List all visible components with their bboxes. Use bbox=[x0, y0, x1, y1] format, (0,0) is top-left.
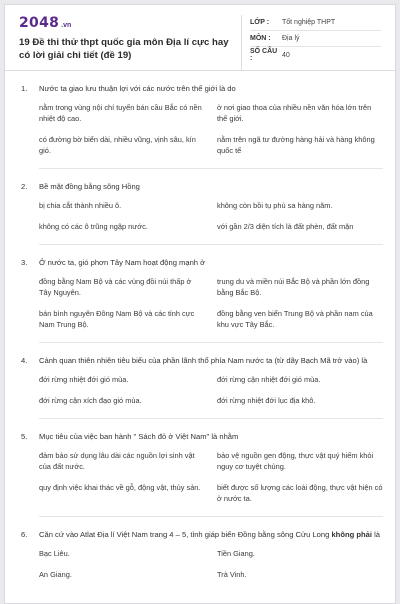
answer-option[interactable]: đới rừng cận xích đạo gió mùa. bbox=[39, 396, 142, 405]
question-head bbox=[17, 355, 383, 366]
answer-option[interactable]: đồng bằng Nam Bộ và các vùng đồi núi thấp ở Tây Nguyên. bbox=[39, 277, 192, 297]
question-number: 6. bbox=[21, 530, 28, 539]
answer-option[interactable]: nằm trên ngã tư đường hàng hải và hàng không quốc tế bbox=[217, 135, 375, 155]
answer-grid bbox=[17, 548, 383, 580]
answer-option[interactable]: có đường bờ biển dài, nhiều vũng, vịnh sâu, kín gió. bbox=[39, 135, 196, 155]
answer-option[interactable]: đới rừng nhiệt đới gió mùa. bbox=[39, 375, 129, 384]
document-header bbox=[5, 5, 395, 71]
meta-label: MÔN : bbox=[250, 35, 271, 42]
question-text: Cảnh quan thiên nhiên tiêu biểu của phần lãnh thổ phía Nam nước ta (từ dãy Bạch Mã trở vào) là bbox=[39, 356, 368, 365]
question-head bbox=[17, 431, 383, 442]
answer-grid bbox=[17, 102, 383, 156]
meta-value: Tốt nghiệp THPT bbox=[282, 19, 336, 26]
question-number: 4. bbox=[21, 356, 28, 365]
answer-option[interactable]: Bạc Liêu. bbox=[39, 549, 70, 558]
meta-row-count bbox=[250, 47, 381, 63]
question-head bbox=[17, 529, 383, 540]
meta-value: Địa lý bbox=[282, 35, 300, 42]
answer-option[interactable]: quy định việc khai thác về gỗ, động vật, thủy sản. bbox=[39, 483, 201, 492]
question-head bbox=[17, 257, 383, 268]
divider bbox=[39, 516, 383, 517]
site-logo[interactable] bbox=[19, 15, 231, 35]
question-head bbox=[17, 181, 383, 192]
question-text-part: Căn cứ vào Atlat Địa lí Việt Nam trang 4 – 5, tỉnh giáp biển Đồng bằng sông Cửu Long bbox=[39, 530, 332, 539]
divider bbox=[39, 244, 383, 245]
question-4 bbox=[17, 355, 383, 406]
question-5 bbox=[17, 431, 383, 504]
question-text: Bề mặt đồng bằng sông Hồng bbox=[39, 182, 140, 191]
answer-grid bbox=[17, 374, 383, 406]
question-3 bbox=[17, 257, 383, 330]
answer-option[interactable]: đới rừng nhiệt đới lục địa khô. bbox=[217, 396, 316, 405]
meta-label: LỚP : bbox=[250, 19, 270, 26]
answer-option[interactable]: bán bình nguyên Đông Nam Bộ và các tỉnh cực Nam Trung Bộ. bbox=[39, 309, 195, 329]
answer-option[interactable]: bị chia cắt thành nhiều ô. bbox=[39, 201, 122, 210]
answer-option[interactable]: không còn bồi tụ phù sa hàng năm. bbox=[217, 201, 333, 210]
answer-option[interactable]: đảm bảo sử dụng lâu dài các nguồn lợi sinh vật của đất nước. bbox=[39, 451, 195, 471]
logo-sub-text: .vn bbox=[61, 22, 72, 29]
divider bbox=[39, 418, 383, 419]
answer-option[interactable]: đồng bằng ven biển Trung Bộ và phần nam của khu vực Tây Bắc. bbox=[217, 309, 373, 329]
answer-option[interactable]: An Giang. bbox=[39, 570, 72, 579]
answer-option[interactable]: ở nơi giao thoa của nhiều nền văn hóa lớn trên thế giới. bbox=[217, 103, 372, 123]
question-text-part: là bbox=[371, 530, 380, 539]
answer-option[interactable]: Trà Vinh. bbox=[217, 570, 247, 579]
question-text: Mục tiêu của việc ban hành " Sách đỏ ở Việt Nam" là nhằm bbox=[39, 432, 239, 441]
answer-option[interactable]: trung du và miền núi Bắc Bộ và phần lớn đồng bằng Bắc Bộ. bbox=[217, 277, 370, 297]
divider bbox=[39, 342, 383, 343]
question-text bbox=[39, 529, 383, 540]
question-number: 1. bbox=[21, 84, 28, 93]
question-6 bbox=[17, 529, 383, 580]
answer-option[interactable]: biết được số lượng các loài động, thực vật hiện có ở nước ta. bbox=[217, 483, 383, 503]
question-text-emphasis: không phải bbox=[331, 530, 372, 539]
document-sheet bbox=[4, 4, 396, 604]
answer-option[interactable]: bảo vệ nguồn gen động, thực vật quý hiếm khỏi nguy cơ tuyệt chủng. bbox=[217, 451, 374, 471]
logo-main-text: 2048 bbox=[19, 15, 60, 31]
answer-option[interactable]: với gần 2/3 diện tích là đất phèn, đất mặn bbox=[217, 222, 354, 231]
question-number: 3. bbox=[21, 258, 28, 267]
answer-option[interactable]: Tiền Giang. bbox=[217, 549, 255, 558]
question-text: Nước ta giao lưu thuận lợi với các nước trên thế giới là do bbox=[39, 84, 236, 93]
document-title: 19 Đề thi thử thpt quốc gia môn Địa lí cực hay có lời giải chi tiết (đề 19) bbox=[19, 37, 229, 61]
header-left bbox=[19, 15, 241, 70]
question-1 bbox=[17, 83, 383, 156]
question-list bbox=[5, 71, 395, 580]
meta-value: 40 bbox=[282, 51, 290, 59]
answer-option[interactable]: nằm trong vùng nội chí tuyến bán cầu Bắc có nền nhiệt độ cao. bbox=[39, 103, 202, 123]
meta-row-subject bbox=[250, 31, 381, 47]
meta-label: SỐ CÂU : bbox=[250, 48, 278, 62]
question-head bbox=[17, 83, 383, 94]
question-number: 2. bbox=[21, 182, 28, 191]
meta-row-class bbox=[250, 15, 381, 31]
answer-grid bbox=[17, 276, 383, 330]
meta-table bbox=[241, 15, 381, 70]
answer-option[interactable]: không có các ô trũng ngập nước. bbox=[39, 222, 148, 231]
answer-option[interactable]: đới rừng cận nhiệt đới gió mùa. bbox=[217, 375, 321, 384]
answer-grid bbox=[17, 450, 383, 504]
answer-grid bbox=[17, 200, 383, 232]
question-2 bbox=[17, 181, 383, 232]
divider bbox=[39, 168, 383, 169]
question-number: 5. bbox=[21, 432, 28, 441]
question-text: Ở nước ta, gió phơn Tây Nam hoạt động mạnh ở bbox=[39, 258, 206, 267]
